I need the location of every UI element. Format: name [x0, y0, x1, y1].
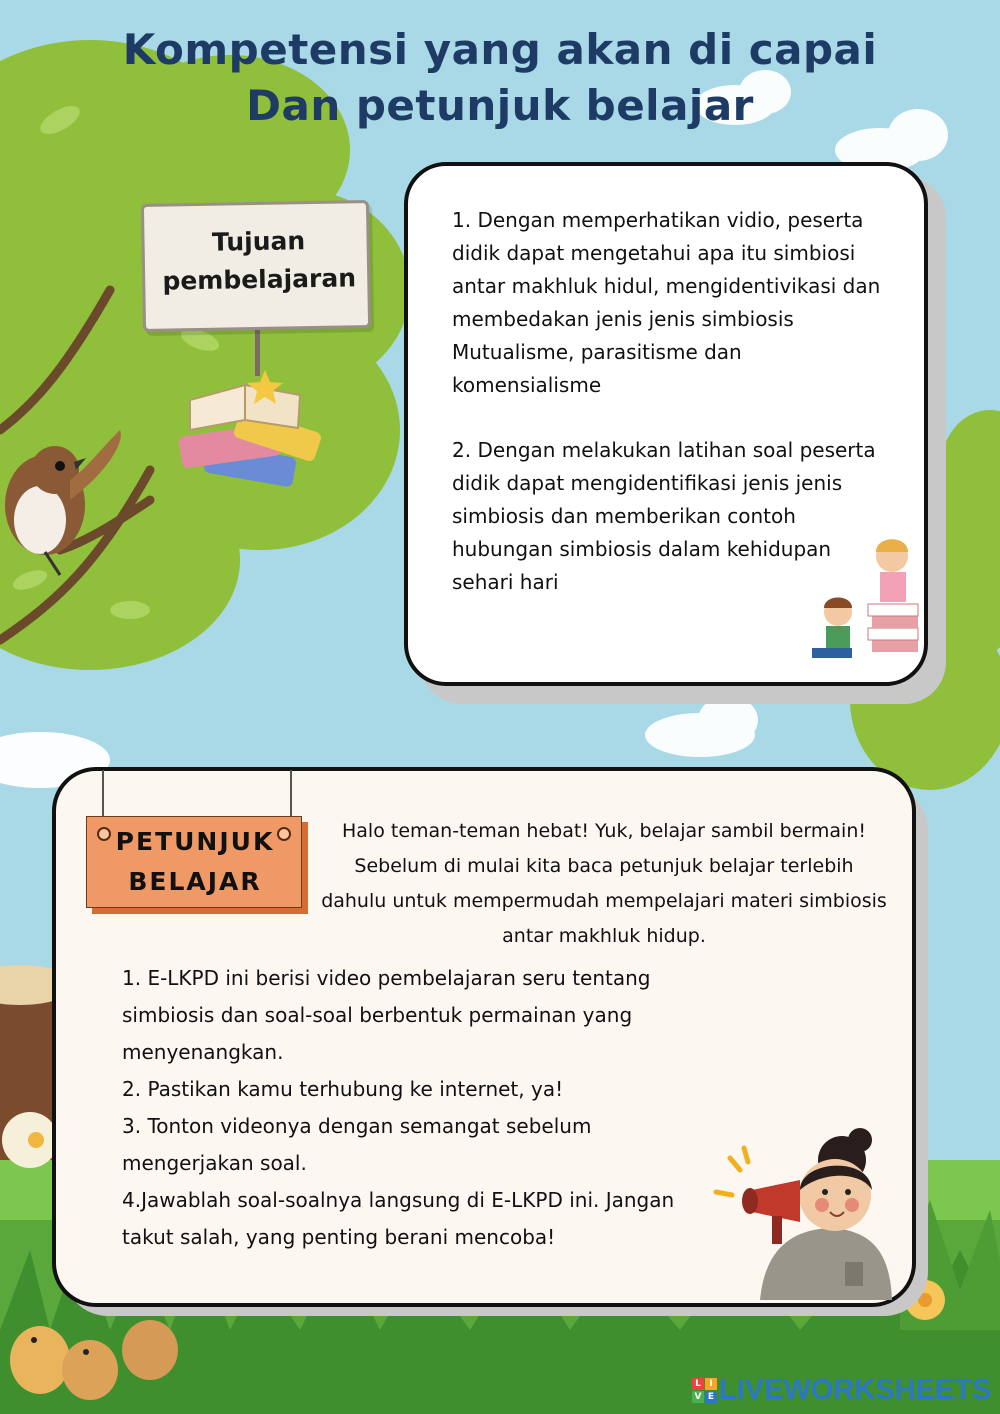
- objective-1-line: 1. Dengan memperhatikan vidio, peserta: [452, 208, 864, 232]
- intro-line: Sebelum di mulai kita baca petunjuk belajar terlebih: [354, 855, 854, 877]
- step-line: 3. Tonton videonya dengan semangat sebelum: [122, 1114, 592, 1138]
- step-line: takut salah, yang penting berani mencoba!: [122, 1225, 556, 1249]
- step-line: simbiosis dan soal-soal berbentuk permainan yang: [122, 1003, 633, 1027]
- objective-1-line: komensialisme: [452, 373, 602, 397]
- objective-1-line: didik dapat mengetahui apa itu simbiosi: [452, 241, 856, 265]
- step-line: 4.Jawablah soal-soalnya langsung di E-LKPD ini. Jangan: [122, 1188, 675, 1212]
- step-line: menyenangkan.: [122, 1040, 284, 1064]
- objective-1-line: Mutualisme, parasitisme dan: [452, 340, 742, 364]
- badge-line-2: BELAJAR: [128, 867, 262, 896]
- intro-line: antar makhluk hidup.: [502, 925, 706, 947]
- intro-line: Halo teman-teman hebat! Yuk, belajar sambil bermain!: [342, 820, 866, 842]
- step-line: mengerjakan soal.: [122, 1151, 307, 1175]
- step-line: 1. E-LKPD ini berisi video pembelajaran seru tentang: [122, 966, 651, 990]
- liveworksheets-logo: [692, 1372, 991, 1408]
- objectives-sign-line-1: Tujuan: [211, 226, 306, 257]
- logo-letter: L: [692, 1378, 704, 1390]
- title-line-2: Dan petunjuk belajar: [246, 81, 754, 130]
- objective-2-line: sehari hari: [452, 570, 559, 594]
- title-line-1: Kompetensi yang akan di capai: [122, 25, 878, 74]
- objective-2-line: 2. Dengan melakukan latihan soal peserta: [452, 438, 876, 462]
- objective-1-line: antar makhluk hidul, mengidentivikasi dan: [452, 274, 881, 298]
- logo-letter: E: [705, 1391, 717, 1403]
- objective-2-line: simbiosis dan memberikan contoh: [452, 504, 796, 528]
- logo-letter: I: [705, 1378, 717, 1390]
- objective-2-line: hubungan simbiosis dalam kehidupan: [452, 537, 832, 561]
- badge-line-1: PETUNJUK: [115, 827, 275, 856]
- objective-1-line: membedakan jenis jenis simbiosis: [452, 307, 794, 331]
- logo-letter: V: [692, 1391, 704, 1403]
- objective-2-line: didik dapat mengidentifikasi jenis jenis: [452, 471, 843, 495]
- logo-icon: [692, 1378, 717, 1403]
- objectives-sign-line-2: pembelajaran: [162, 263, 357, 296]
- logo-wordmark: LIVEWORKSHEETS: [719, 1373, 992, 1406]
- step-line: 2. Pastikan kamu terhubung ke internet, ya!: [122, 1077, 564, 1101]
- intro-line: dahulu untuk mempermudah mempelajari materi simbiosis: [321, 890, 887, 912]
